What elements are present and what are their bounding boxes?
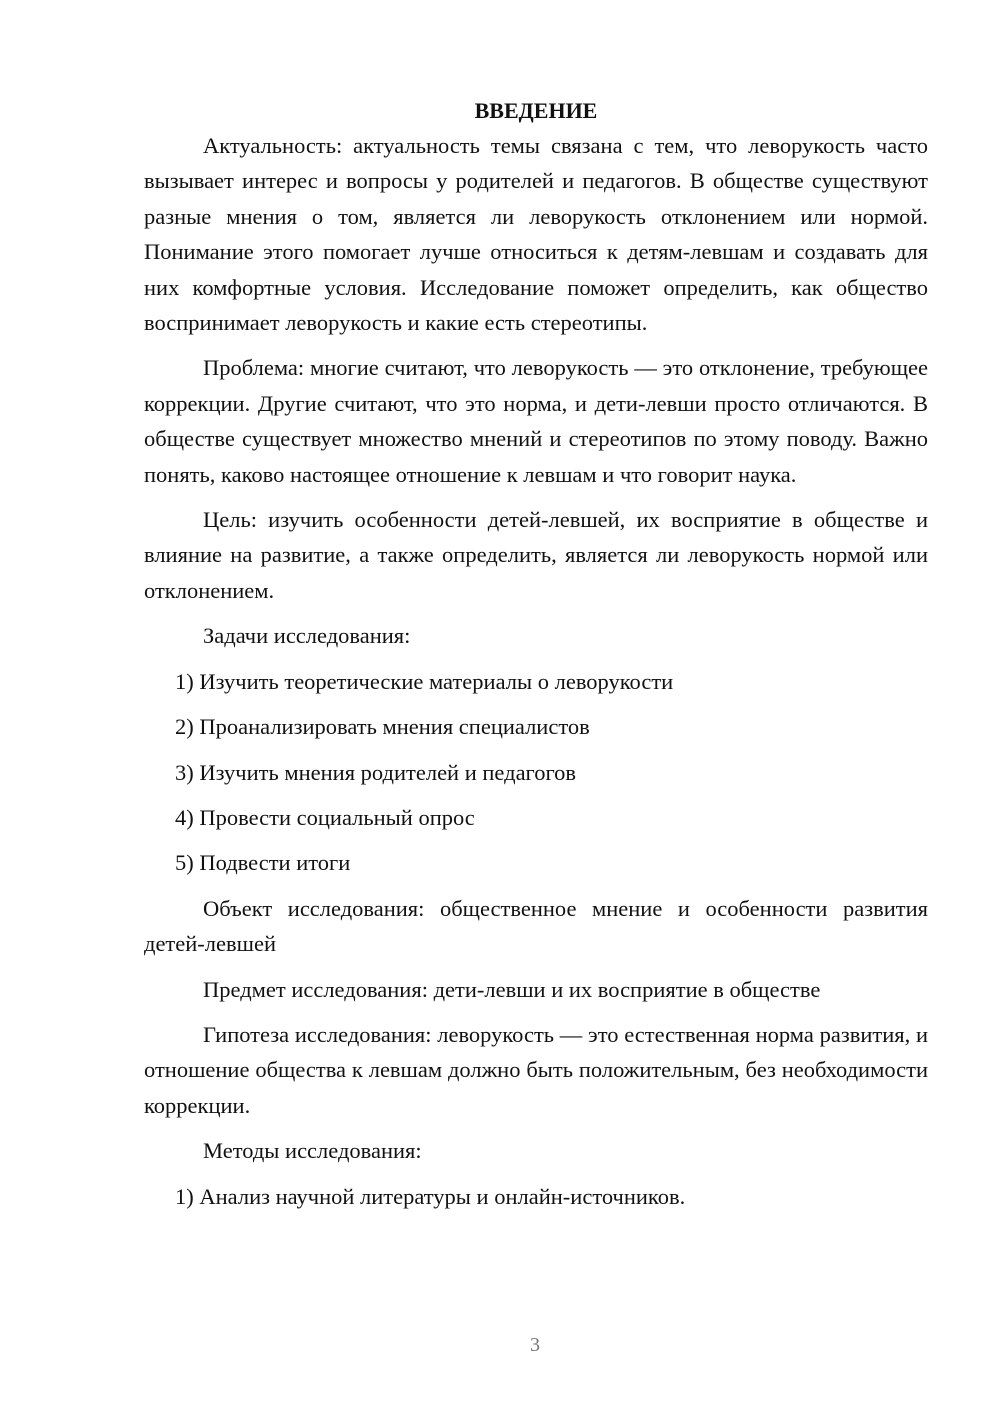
tasks-heading: Задачи исследования: <box>203 623 411 649</box>
task-item-4: 4) Провести социальный опрос <box>175 804 475 830</box>
problem-paragraph: Проблема: многие считают, что леворукость — это отклонение, требующее коррекции. Другие считают, что это норма, и дети-левши просто отличаются. В обществе существует множество мнений и стереотипов по этому поводу. Важно понять, каково настоящее отношение к левшам и что говорит наука. <box>144 355 928 487</box>
task-item-2: 2) Проанализировать мнения специалистов <box>175 714 590 740</box>
page-number: 3 <box>530 1334 540 1356</box>
goal-paragraph: Цель: изучить особенности детей-левшей, их восприятие в обществе и влияние на развитие, а также определить, является ли леворукость нормой или отклонением. <box>144 507 928 603</box>
subject-paragraph: Предмет исследования: дети-левши и их восприятие в обществе <box>203 976 821 1002</box>
page-title: ВВЕДЕНИЕ <box>474 98 598 123</box>
methods-heading: Методы исследования: <box>203 1138 422 1164</box>
task-item-5: 5) Подвести итоги <box>175 850 351 876</box>
task-item-1: 1) Изучить теоретические материалы о леворукости <box>175 668 674 694</box>
task-item-3: 3) Изучить мнения родителей и педагогов <box>175 759 577 785</box>
method-item-1: 1) Анализ научной литературы и онлайн-источников. <box>175 1183 686 1209</box>
hypothesis-paragraph: Гипотеза исследования: леворукость — это естественная норма развития, и отношение общества к левшам должно быть положительным, без необходимости коррекции. <box>144 1021 928 1118</box>
document-page <box>144 94 928 1214</box>
object-paragraph: Объект исследования: общественное мнение и особенности развития детей-левшей <box>144 895 928 957</box>
relevance-paragraph: Актуальность: актуальность темы связана с тем, что леворукость часто вызывает интерес и вопросы у родителей и педагогов. В обществе существуют разные мнения о том, является ли леворукость отклонением или нормой. Понимание этого помогает лучше относиться к детям-левшам и создавать для них комфортные условия. Исследование поможет определить, как общество воспринимает леворукость и какие есть стереотипы. <box>144 133 928 336</box>
